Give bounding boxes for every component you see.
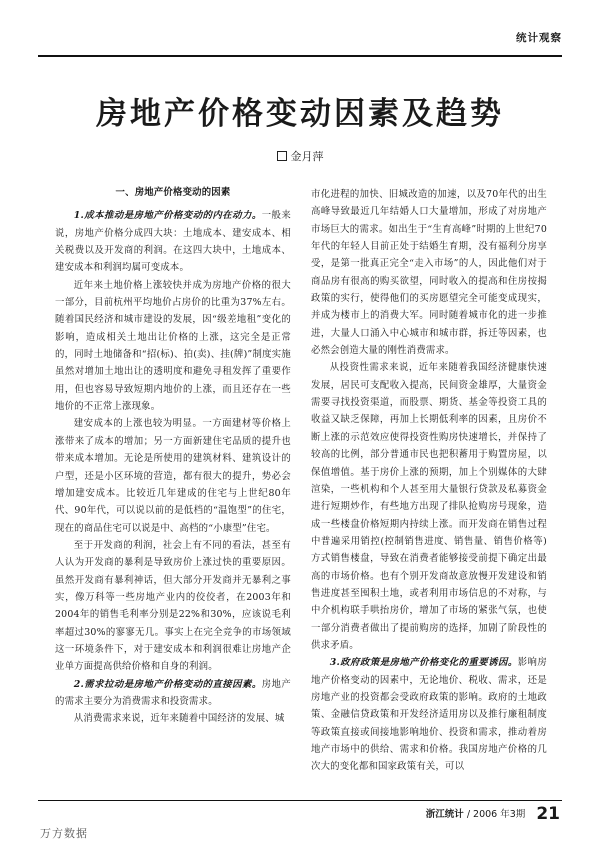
right-column bbox=[311, 186, 547, 776]
paragraph-text: 房地产的需求主要分为消费需求和投资需求。 bbox=[55, 678, 291, 707]
paragraph: 市化进程的加快、旧城改造的加速，以及70年代的出生高峰导致最近几年结婚人口大量增加，形成了对房地产市场巨大的需求。如出生于“生育高峰”时期的上世纪70年代的年轻人目前正处于结婚生育期，没有福利分房享受，是第一批真正完全“走入市场”的人，因此他们对于商品房有很高的购买欲望，同时收入的提高和住房按揭政策的实行，使得他们的买房愿望完全可能变成现实，并成为楼市上的消费大军。同时随着城市化的进一步推进，大量人口涌入中心城市和城市群，拆迁等因素，也必然会创造大量的刚性消费需求。 bbox=[311, 189, 547, 357]
paragraph: 从投资性需求来说，近年来随着我国经济健康快速发展，居民可支配收入提高，民间资金雄厚，大量资金需要寻找投资渠道，而股票、期货、基金等投资工具的收益又缺乏保障，再加上长期低利率的因素，且房价不断上涨的示范效应使得投资性购房快速增长，并保持了较高的比例，部分普通市民也把积蓄用于购置房屋，以保值增值。基于房价上涨的预期，加上个别媒体的大肆渲染，一些机构和个人甚至用大量银行贷款及私募资金进行短期炒作，有些地方出现了排队抢购房号现象，造成一些楼盘价格短期内持续上涨。而开发商在销售过程中普遍采用销控(控制销售进度、销售量、销售价格等)方式销售楼盘，导致在消费者能够接受前提下确定出最高的市场价格。也有个别开发商故意放慢开发建设和销售进度甚至囤积土地，或者利用市场信息的不对称，与中介机构联手哄抬房价，增加了市场的紧张气氛，也使一部分消费者做出了提前购房的选择，加剧了阶段性的供求矛盾。 bbox=[311, 362, 547, 651]
section-heading: 一、房地产价格变动的因素 bbox=[115, 187, 231, 198]
paragraph bbox=[55, 207, 291, 276]
watermark: 万方数据 bbox=[40, 827, 88, 840]
paragraph bbox=[55, 676, 291, 711]
paragraph-lead: 2.需求拉动是房地产价格变动的直接因素。 bbox=[73, 678, 262, 690]
paragraph: 从消费需求来说，近年来随着中国经济的发展、城 bbox=[73, 713, 285, 725]
paragraph-lead: 1.成本推动是房地产价格变动的内在动力。 bbox=[73, 210, 262, 222]
paragraph: 至于开发商的利润，社会上有不同的看法，甚至有人认为开发商的暴利是导致房价上涨过快的重要原因。虽然开发商有暴利神话，但大部分开发商并无暴利之事实，像万科等一些房地产业内的佼佼者，在2003年和2004年的销售毛利率分别是22%和30%，应该说毛利率超过30%的寥寥无几。事实上在完全竞争的市场领域这一环境条件下，对于建安成本和利润很难让房地产企业单方面提高供给价格和自身的利润。 bbox=[55, 539, 291, 673]
paragraph-text: 影响房地产价格变动的因素中，无论地价、税收、需求，还是房地产业的投资都会受政府政策的影响。政府的土地政策、金融信贷政策和开发经济适用房以及推行廉租制度等政策直接或间接地影响地价、投资和需求，推动着房地产市场中的供给、需求和价格。我国房地产价格的几次大的变化都和国家政策有关，可以 bbox=[311, 657, 547, 773]
paragraph: 近年来土地价格上涨较快并成为房地产价格的很大一部分，目前杭州平均地价占房价的比重为37%左右。随着国民经济和城市建设的发展，因“级差地租”变化的影响，造成相关土地出让价格的上涨，这完全是正常的，同时土地储备和“招(标)、拍(卖)、挂(牌)”制度实施虽然对增加土地出让的透明度和避免寻租发挥了重要作用，但也容易导致短期内地价的上涨，而且还存在一些地价的不正常上涨现象。 bbox=[55, 279, 291, 413]
magazine-name: 浙江统计 bbox=[425, 809, 464, 820]
paragraph bbox=[311, 654, 547, 775]
paragraph-text: 一般来说，房地产价格分成四大块：土地成本、建安成本、相关税费以及开发商的利润。在这四大块中，土地成本、建安成本和利润均属可变成本。 bbox=[55, 210, 291, 274]
square-icon bbox=[277, 151, 287, 161]
author-line bbox=[0, 148, 600, 164]
section-tag: 统计观察 bbox=[516, 32, 562, 44]
left-column bbox=[55, 178, 291, 728]
issue-info: / 2006 年3期 bbox=[466, 809, 526, 820]
top-rule bbox=[38, 55, 562, 57]
page-footer bbox=[426, 804, 560, 824]
author-name: 金月萍 bbox=[290, 150, 324, 163]
paragraph-lead: 3.政府政策是房地产价格变化的重要诱因。 bbox=[329, 657, 518, 669]
page-number: 21 bbox=[536, 804, 560, 824]
bottom-rule bbox=[38, 800, 562, 801]
paragraph: 建安成本的上涨也较为明显。一方面建材等价格上涨带来了成本的增加；另一方面新建住宅品质的提升也带来成本增加。无论是所使用的建筑材料、建筑设计的户型，还是小区环境的营造，都有很大的提升，势必会增加建安成本。比较近几年建成的住宅与上世纪80年代、90年代，可以说以前的是低档的“温饱型”的住宅，现在的商品住宅可以说是中、高档的“小康型”住宅。 bbox=[55, 418, 291, 534]
article-title: 房地产价格变动因素及趋势 bbox=[96, 96, 504, 132]
